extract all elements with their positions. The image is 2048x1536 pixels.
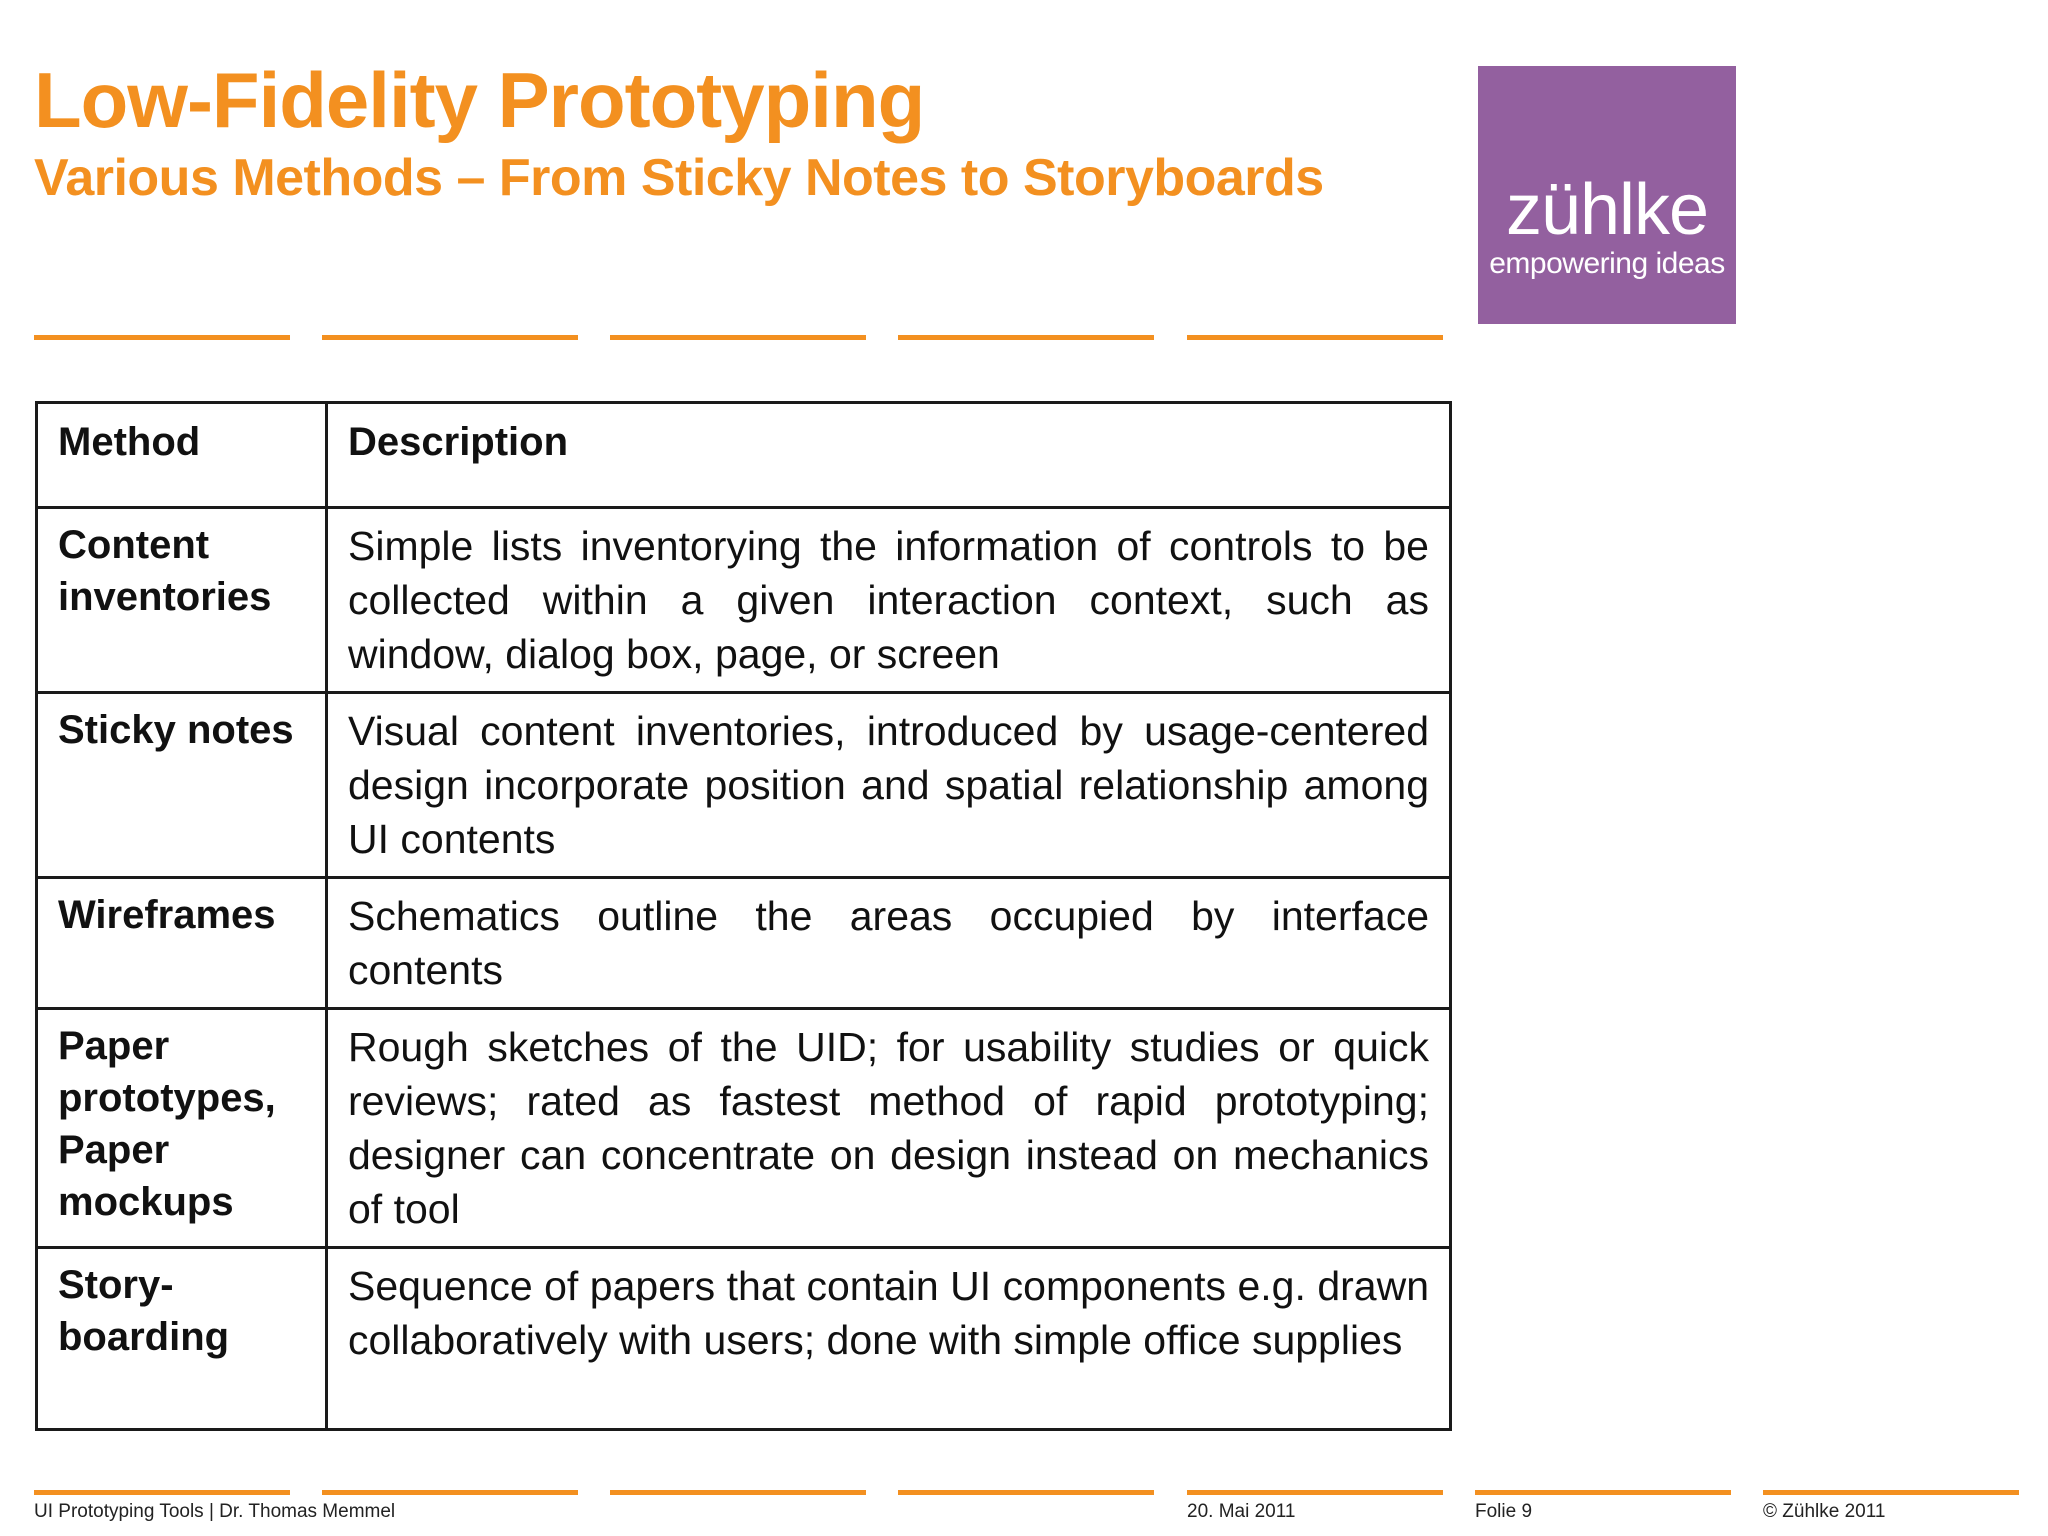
header-divider-5 (1187, 335, 1443, 340)
slide-title: Low-Fidelity Prototyping (34, 56, 925, 144)
footer-divider-1 (34, 1490, 290, 1495)
table-header-row (37, 403, 1451, 508)
description-cell: Visual content inventories, introduced by usage-centered design incorporate position and spatial relationship among UI contents (327, 693, 1451, 878)
logo-tagline: empowering ideas (1489, 247, 1725, 280)
footer-divider-6 (1475, 1490, 1731, 1495)
table-row (37, 508, 1451, 693)
zuhlke-logo (1478, 66, 1736, 324)
footer-date: 20. Mai 2011 (1187, 1501, 1296, 1522)
slide-subtitle: Various Methods – From Sticky Notes to Storyboards (34, 149, 1324, 207)
header-divider-4 (898, 335, 1154, 340)
column-header-description: Description (327, 403, 1451, 508)
method-cell: Story-boarding (37, 1248, 327, 1430)
method-cell: Sticky notes (37, 693, 327, 878)
header-divider-1 (34, 335, 290, 340)
footer-divider-3 (610, 1490, 866, 1495)
footer-divider-4 (898, 1490, 1154, 1495)
footer-copyright: © Zühlke 2011 (1763, 1501, 1886, 1522)
description-cell: Schematics outline the areas occupied by interface contents (327, 878, 1451, 1009)
header-divider-2 (322, 335, 578, 340)
footer-presentation-info: UI Prototyping Tools | Dr. Thomas Memmel (34, 1501, 396, 1522)
description-cell: Rough sketches of the UID; for usability studies or quick reviews; rated as fastest method of rapid prototyping; designer can concentrate on design instead on mechanics of tool (327, 1009, 1451, 1248)
column-header-method: Method (37, 403, 327, 508)
table-row (37, 1009, 1451, 1248)
table-row (37, 693, 1451, 878)
table-row (37, 878, 1451, 1009)
method-cell: Wireframes (37, 878, 327, 1009)
header-divider-3 (610, 335, 866, 340)
method-cell: Paper prototypes, Paper mockups (37, 1009, 327, 1248)
description-cell: Sequence of papers that contain UI components e.g. drawn collaboratively with users; done with simple office supplies (327, 1248, 1451, 1430)
table-row (37, 1248, 1451, 1430)
methods-table (35, 401, 1452, 1431)
footer-divider-5 (1187, 1490, 1443, 1495)
method-cell: Content inventories (37, 508, 327, 693)
logo-name: zühlke (1505, 170, 1709, 250)
footer-divider-2 (322, 1490, 578, 1495)
footer-divider-7 (1763, 1490, 2019, 1495)
footer-slide-number: Folie 9 (1475, 1501, 1533, 1522)
description-cell: Simple lists inventorying the information of controls to be collected within a given interaction context, such as window, dialog box, page, or screen (327, 508, 1451, 693)
